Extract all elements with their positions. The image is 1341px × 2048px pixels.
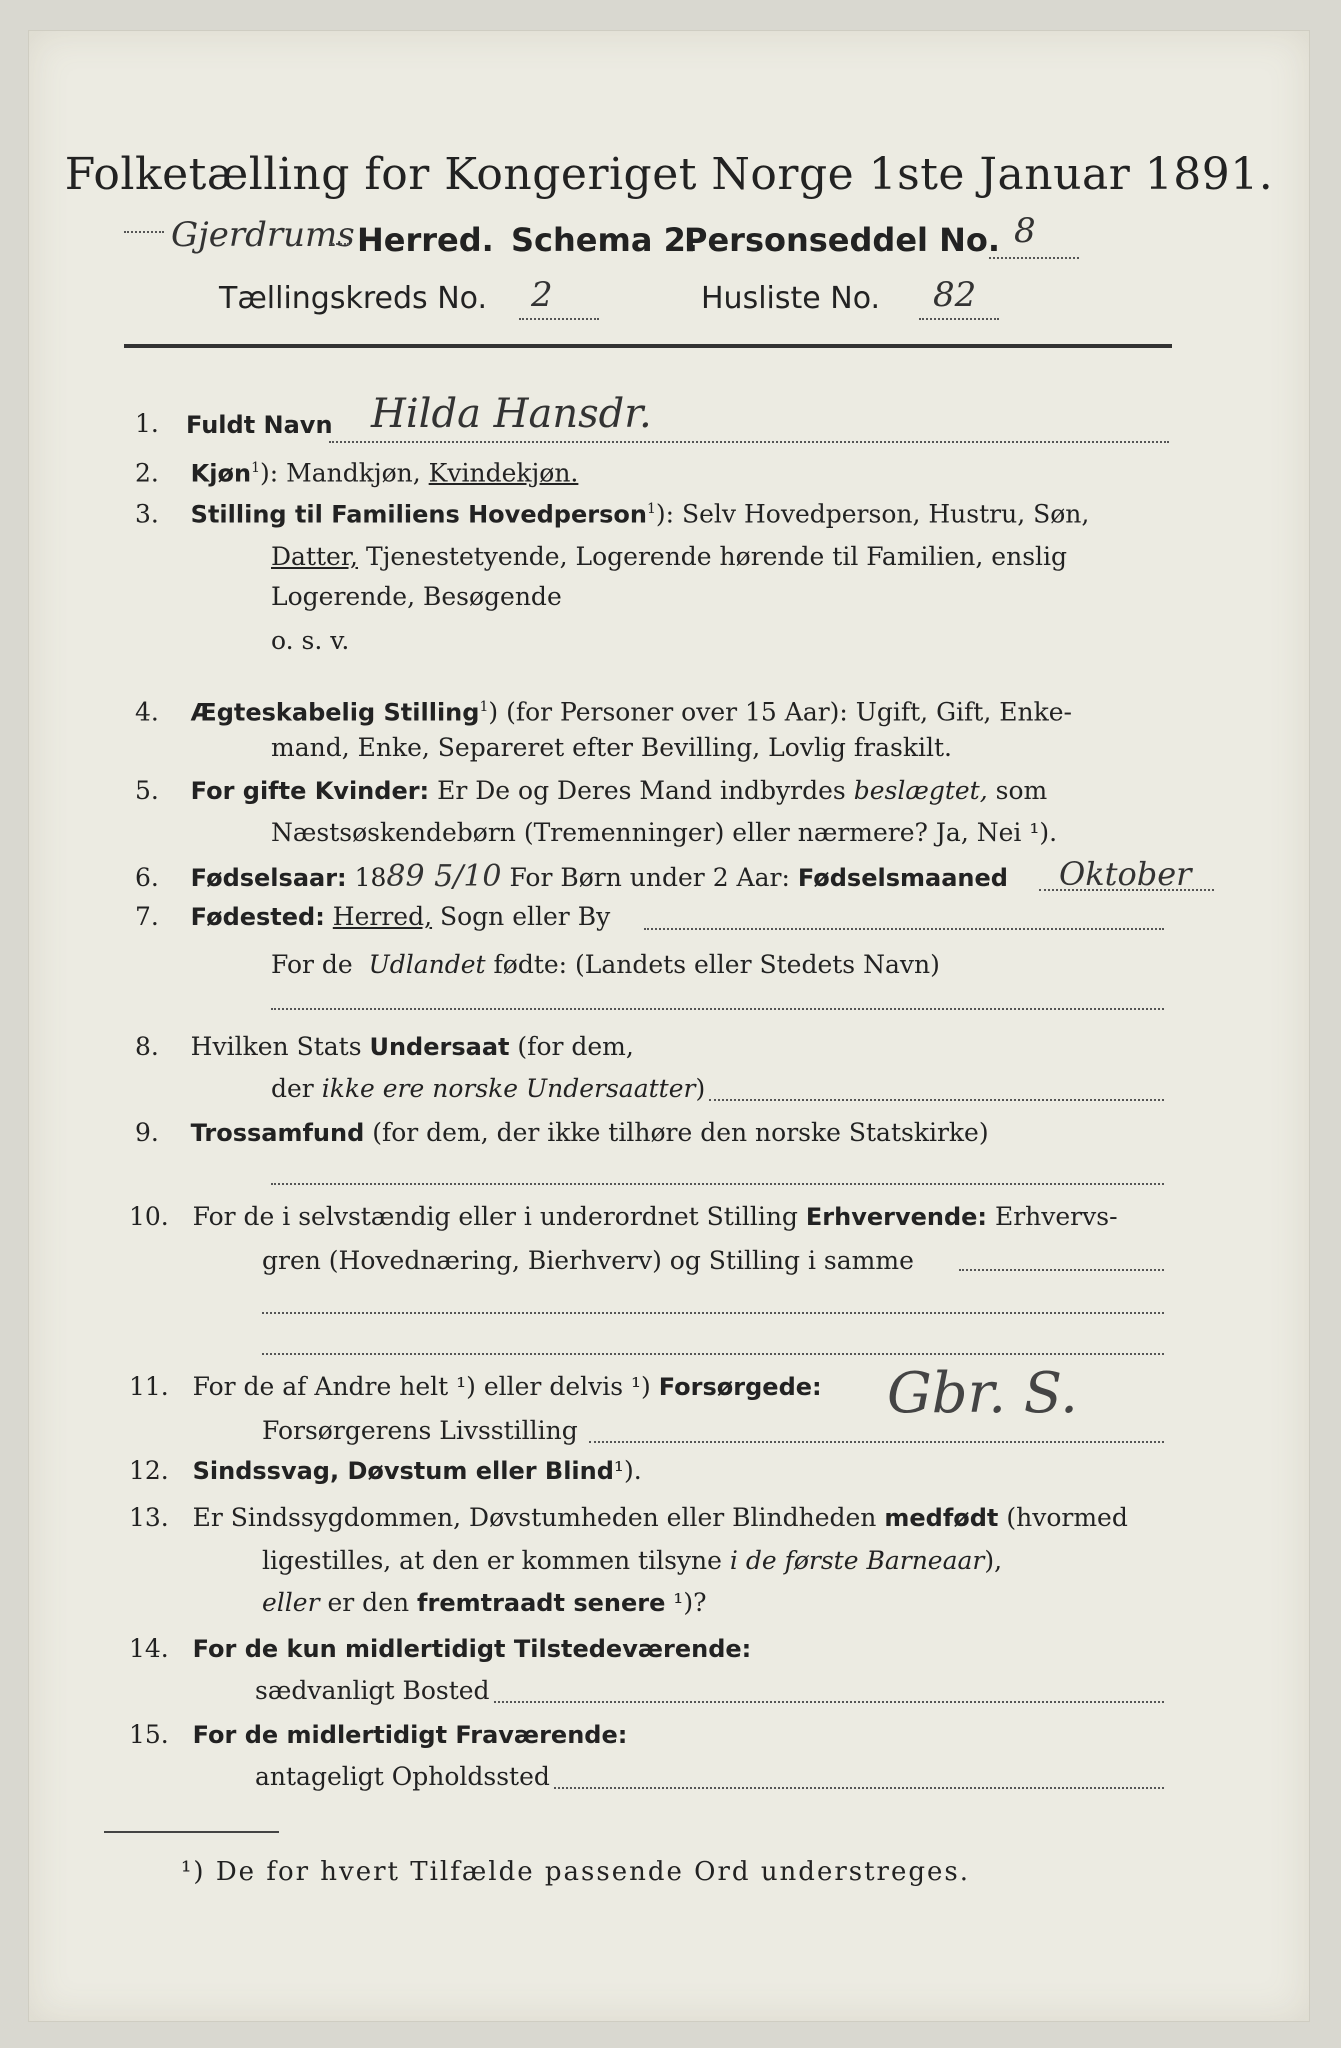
q14-number: 14. bbox=[129, 1634, 169, 1663]
q4-label: Ægteskabelig Stilling bbox=[190, 698, 480, 727]
q7-line2 bbox=[271, 1008, 1164, 1010]
q14-label: For de kun midlertidigt Tilstedeværende: bbox=[192, 1635, 752, 1663]
q3-line4: o. s. v. bbox=[271, 626, 350, 655]
husliste-label: Husliste No. bbox=[701, 281, 881, 316]
q5-line2: Næstsøskendebørn (Tremenninger) eller nærmere? Ja, Nei ¹). bbox=[271, 818, 1058, 847]
q13-line3c: ¹)? bbox=[665, 1588, 707, 1617]
q9-number: 9. bbox=[135, 1118, 159, 1147]
q3-line3: Logerende, Besøgende bbox=[271, 582, 562, 611]
q10-row bbox=[129, 1197, 1189, 1237]
q7-italic: Udlandet bbox=[368, 950, 486, 979]
q6-label2: Fødselsmaaned bbox=[797, 864, 1008, 892]
q7-rest: Sogn eller By bbox=[432, 902, 611, 931]
q13-row bbox=[129, 1498, 1199, 1538]
q7-number: 7. bbox=[135, 902, 159, 931]
q2-number: 2. bbox=[135, 458, 159, 488]
q15-label: For de midlertidigt Fraværende: bbox=[192, 1721, 628, 1749]
q8-line2a: der bbox=[271, 1074, 322, 1103]
q8-number: 8. bbox=[135, 1032, 159, 1061]
dotted-leader bbox=[124, 231, 164, 233]
dotted-leader bbox=[329, 243, 349, 245]
q11-label: Forsørgede: bbox=[658, 1373, 822, 1401]
form-title: Folketælling for Kongeriget Norge 1ste Januar 1891. bbox=[64, 149, 1274, 200]
q12-label: Sindssvag, Døvstum eller Blind bbox=[192, 1457, 614, 1485]
q14-line2: sædvanligt Bosted bbox=[255, 1676, 490, 1705]
q6-value: 89 5/10 bbox=[386, 859, 502, 894]
q3-row bbox=[135, 489, 1175, 534]
q12-row bbox=[129, 1451, 642, 1491]
q13-line2c: ), bbox=[984, 1546, 1003, 1575]
q4-row bbox=[135, 687, 1175, 732]
q3-selected: Datter, bbox=[271, 542, 358, 571]
schema-label: Schema 2. bbox=[511, 221, 698, 259]
q13-text: Er Sindssygdommen, Døvstumheden eller Blindheden bbox=[192, 1503, 885, 1532]
footnote: ¹) De for hvert Tilfælde passende Ord understreges. bbox=[181, 1857, 971, 1887]
q10-line2: gren (Hovednæring, Bierhverv) og Stilling i samme bbox=[262, 1246, 914, 1275]
census-form bbox=[28, 30, 1310, 2022]
q2-text: ): Mandkjøn, bbox=[259, 458, 429, 488]
q3-label: Stilling til Familiens Hovedperson bbox=[190, 500, 647, 529]
dotted-leader bbox=[919, 318, 999, 320]
q5-number: 5. bbox=[135, 776, 159, 805]
q13-italic2: eller bbox=[262, 1588, 320, 1617]
q7-row bbox=[135, 897, 1175, 937]
q13-line2a: ligestilles, at den er kommen tilsyne bbox=[262, 1546, 730, 1575]
q10-line2-dots bbox=[262, 1312, 1164, 1314]
q15-line bbox=[554, 1787, 1164, 1789]
q1-value: Hilda Hansdr. bbox=[371, 391, 652, 437]
herred-label: Herred. bbox=[357, 221, 494, 259]
taellingskreds-label: Tællingskreds No. bbox=[219, 281, 487, 316]
q6-label: Fødselsaar: bbox=[190, 864, 347, 892]
q8-row bbox=[135, 1027, 634, 1067]
husliste-value: 82 bbox=[933, 275, 977, 315]
q4-line1: ) (for Personer over 15 Aar): Ugift, Gift, Enke- bbox=[488, 697, 1072, 727]
q10-number: 10. bbox=[129, 1202, 169, 1231]
q10-label: Erhvervende: bbox=[805, 1203, 988, 1231]
q9-text: (for dem, der ikke tilhøre den norske Statskirke) bbox=[364, 1118, 989, 1147]
q6-value2: Oktober bbox=[1059, 855, 1192, 893]
q7-line2a: For de bbox=[271, 950, 361, 979]
q3-line1: ): Selv Hovedperson, Hustru, Søn, bbox=[655, 499, 1090, 529]
q15-row bbox=[129, 1715, 627, 1755]
q12-rest: ¹). bbox=[613, 1456, 642, 1485]
q2-sup: 1 bbox=[251, 460, 260, 476]
q13-text-end: (hvormed bbox=[998, 1503, 1128, 1532]
q3-line2-row bbox=[271, 537, 1171, 577]
q13-label: medfødt bbox=[884, 1504, 999, 1532]
q4-number: 4. bbox=[135, 697, 159, 727]
q7-line bbox=[644, 928, 1164, 930]
q8-line2-row bbox=[271, 1069, 705, 1109]
q1-line bbox=[329, 441, 1169, 443]
q8-text: Hvilken Stats bbox=[190, 1032, 370, 1061]
q14-line bbox=[494, 1701, 1164, 1703]
q11-number: 11. bbox=[129, 1372, 169, 1401]
q6-prefix: 18 bbox=[346, 863, 387, 892]
q10-text: For de i selvstændig eller i underordnet Stilling bbox=[192, 1202, 806, 1231]
q7-selected: Herred, bbox=[332, 902, 433, 931]
header-rule bbox=[124, 344, 1172, 348]
q10-text-end: Erhvervs- bbox=[987, 1202, 1118, 1231]
q14-row bbox=[129, 1629, 751, 1669]
q9-line bbox=[271, 1183, 1164, 1185]
q6-number: 6. bbox=[135, 863, 159, 892]
q8-text-end: (for dem, bbox=[509, 1032, 634, 1061]
q3-sup: 1 bbox=[646, 501, 656, 517]
q15-number: 15. bbox=[129, 1720, 169, 1749]
q11-line bbox=[589, 1441, 1164, 1443]
q13-line3-row bbox=[262, 1583, 707, 1623]
q13-italic: i de første Barneaar bbox=[729, 1546, 985, 1575]
q5-text-end: som bbox=[987, 776, 1048, 805]
q7-line2c: fødte: (Landets eller Stedets Navn) bbox=[485, 950, 940, 979]
q11-line2: Forsørgerens Livsstilling bbox=[262, 1416, 578, 1445]
q10-line3-dots bbox=[262, 1353, 1164, 1355]
q2-label: Kjøn bbox=[190, 459, 252, 488]
q13-number: 13. bbox=[129, 1503, 169, 1532]
personseddel-label: Personseddel No. bbox=[684, 221, 1001, 259]
q15-line2: antageligt Opholdssted bbox=[255, 1762, 550, 1791]
q5-label: For gifte Kvinder: bbox=[190, 777, 430, 805]
q6-mid: For Børn under 2 Aar: bbox=[501, 863, 798, 892]
q8-line2c: ) bbox=[695, 1074, 706, 1103]
q8-italic: ikke ere norske Undersaatter bbox=[321, 1074, 696, 1103]
q6-line bbox=[1039, 889, 1214, 891]
q2-selected: Kvindekjøn. bbox=[428, 458, 579, 488]
q13-label2: fremtraadt senere bbox=[417, 1589, 666, 1617]
q3-line2: Tjenestetyende, Logerende hørende til Familien, enslig bbox=[358, 542, 1068, 571]
q1-label: Fuldt Navn bbox=[186, 411, 333, 439]
dotted-leader bbox=[989, 257, 1079, 259]
q10-line bbox=[959, 1269, 1164, 1271]
q7-line2-row bbox=[271, 945, 940, 985]
dotted-leader bbox=[519, 318, 599, 320]
q13-line3b: er den bbox=[319, 1588, 418, 1617]
personseddel-value: 8 bbox=[1014, 211, 1036, 251]
footnote-rule bbox=[104, 1831, 279, 1833]
q5-italic: beslægtet, bbox=[853, 776, 988, 805]
q12-number: 12. bbox=[129, 1456, 169, 1485]
q1-number: 1. bbox=[135, 409, 159, 438]
herred-value: Gjerdrums bbox=[171, 215, 355, 255]
q4-sup: 1 bbox=[479, 699, 489, 715]
q5-text: Er De og Deres Mand indbyrdes bbox=[429, 776, 854, 805]
q8-label: Undersaat bbox=[369, 1033, 510, 1061]
q5-row bbox=[135, 771, 1175, 811]
q9-row bbox=[135, 1113, 1195, 1153]
q11-value: Gbr. S. bbox=[887, 1361, 1078, 1426]
q11-text: For de af Andre helt ¹) eller delvis ¹) bbox=[192, 1372, 659, 1401]
q8-line bbox=[709, 1099, 1164, 1101]
q9-label: Trossamfund bbox=[190, 1119, 365, 1147]
taellingskreds-value: 2 bbox=[531, 275, 553, 315]
q13-line2-row bbox=[262, 1541, 1002, 1581]
q4-line2: mand, Enke, Separeret efter Bevilling, Lovlig fraskilt. bbox=[271, 733, 952, 762]
q2-row bbox=[135, 448, 578, 493]
q3-number: 3. bbox=[135, 499, 159, 529]
q7-label: Fødested: bbox=[190, 903, 325, 931]
